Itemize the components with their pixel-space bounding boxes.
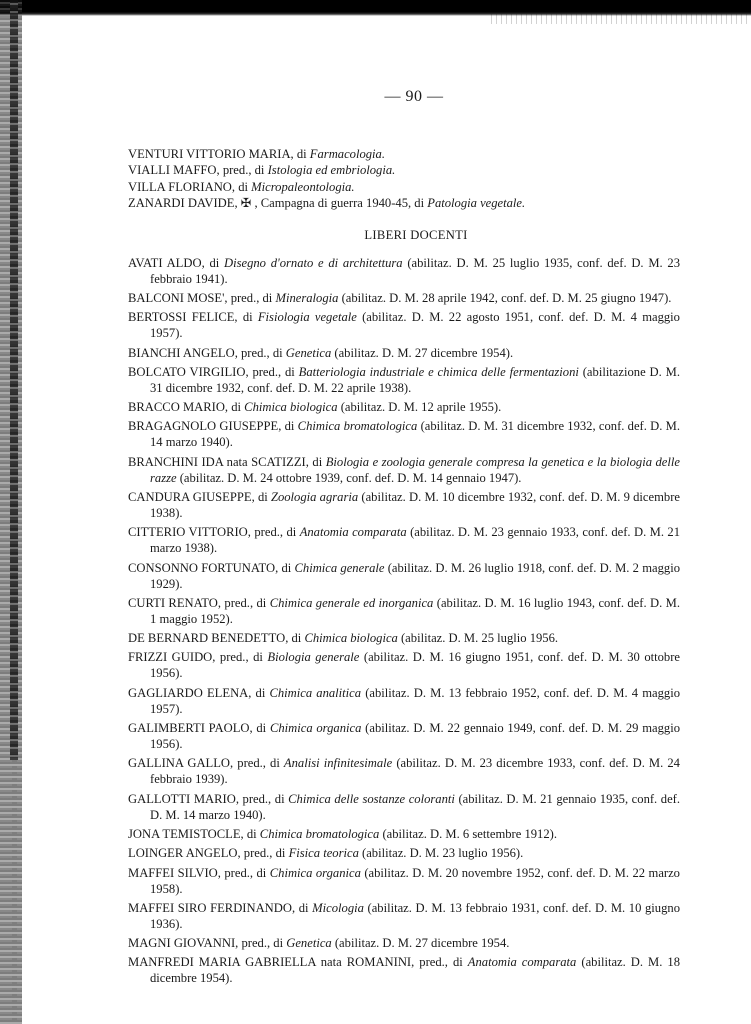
list-entry (128, 685, 680, 717)
entry-text: , ✠ , Campagna di guerra 1940-45, di (234, 196, 428, 211)
ordinari-list (128, 146, 680, 212)
entry-details: (abilitaz. D. M. 12 aprile 1955). (337, 400, 502, 415)
scan-noise (491, 14, 751, 24)
entry-text: , pred., di (235, 791, 289, 806)
scan-binding-edge (10, 0, 18, 760)
entry-name: CONSONNO FORTUNATO (128, 560, 276, 575)
list-entry (128, 755, 680, 787)
list-entry (128, 364, 680, 396)
entry-details: (abilitaz. D. M. 6 settembre 1912). (379, 826, 557, 841)
entry-text: , di (275, 560, 295, 575)
list-entry (128, 649, 680, 681)
entry-subject: Chimica biologica (304, 631, 398, 646)
entry-name: BIANCHI ANGELO (128, 345, 235, 360)
list-entry (128, 935, 680, 951)
list-entry (128, 791, 680, 823)
list-entry (128, 720, 680, 752)
entry-subject: Batteriologia industriale e chimica delle fermentazioni (298, 364, 579, 379)
entry-details: (abilitaz. D. M. 16 luglio 1943, conf. def. D. M. 1 maggio 1952). (150, 595, 681, 626)
entry-name: BOLCATO VIRGILIO (128, 364, 246, 379)
list-entry (128, 845, 680, 861)
entry-name: MAGNI GIOVANNI (128, 936, 236, 951)
entry-text: , di (231, 179, 252, 194)
entry-details: (abilitaz. D. M. 13 febbraio 1931, conf. def. D. M. 10 giugno 1936). (150, 900, 680, 931)
entry-subject: Chimica biologica (244, 400, 338, 415)
entry-details: (abilitaz. D. M. 25 luglio 1935, conf. def. D. M. 23 febbraio 1941). (150, 255, 681, 286)
entry-text: , di (248, 685, 270, 700)
entry-name: DE BERNARD BENEDETTO (128, 631, 286, 646)
entry-subject: Mineralogia (275, 290, 339, 305)
entry-details: (abilitaz. D. M. 26 luglio 1918, conf. def. D. M. 2 maggio 1929). (150, 560, 680, 591)
entry-name: CURTI RENATO (128, 595, 218, 610)
entry-name: BRAGAGNOLO GIUSEPPE (128, 419, 279, 434)
entry-details: (abilitaz. D. M. 25 luglio 1956. (397, 631, 559, 646)
entry-subject: Istologia ed embriologia. (267, 163, 396, 178)
entry-subject: Chimica organica (269, 721, 362, 736)
list-entry (128, 826, 680, 842)
entry-text: , pred., di (234, 345, 286, 360)
entry-subject: Chimica delle sostanze coloranti (288, 791, 455, 806)
entry-details: (abilitaz. D. M. 20 novembre 1952, conf. def. D. M. 22 marzo 1958). (150, 865, 680, 896)
entry-text: , di (251, 490, 271, 504)
entry-name: MAFFEI SIRO FERDINANDO (128, 900, 292, 915)
entry-text: , di (201, 255, 224, 270)
entry-details: (abilitaz. D. M. 28 aprile 1942, conf. def. D. M. 25 giugno 1947). (338, 290, 672, 305)
entry-details: (abilitaz. D. M. 23 gennaio 1933, conf. def. D. M. 21 marzo 1938). (150, 525, 680, 556)
entry-subject: Zoologia agraria (270, 490, 359, 504)
entry-text: , pred., di (247, 525, 300, 540)
list-entry (128, 179, 680, 195)
entry-details: (abilitaz. D. M. 27 dicembre 1954). (331, 345, 514, 360)
entry-name: VENTURI VITTORIO MARIA (128, 147, 291, 161)
entry-subject: Chimica generale (294, 560, 385, 575)
list-entry (128, 309, 680, 341)
list-entry (128, 865, 680, 897)
entry-text: , pred., di (245, 364, 299, 379)
section-title: LIBERI DOCENTI (364, 227, 468, 242)
entry-details: (abilitaz. D. M. 23 dicembre 1933, conf. def. D. M. 24 febbraio 1939). (150, 756, 680, 787)
entry-text: , di (285, 631, 305, 646)
entry-subject: Fisica teorica (288, 846, 359, 861)
entry-text: , di (305, 454, 326, 469)
entry-name: VILLA FLORIANO (128, 179, 232, 194)
list-entry (128, 146, 680, 162)
scan-binding-fade (12, 760, 17, 1024)
entry-subject: Disegno d'ornato e di architettura (224, 255, 403, 270)
entry-subject: Chimica bromatologica (259, 826, 380, 841)
entry-text: , di (240, 826, 260, 841)
entry-subject: Chimica analitica (269, 685, 362, 700)
entry-text: , di (249, 721, 270, 736)
page-number: — 90 — (384, 88, 444, 105)
entry-text: , pred., di (237, 846, 289, 861)
entry-details: (abilitaz. D. M. 21 gennaio 1935, conf. def. D. M. 14 marzo 1940). (150, 791, 681, 822)
list-entry (128, 489, 680, 521)
entry-subject: Micologia (312, 900, 364, 915)
entry-text: , pred., di (411, 955, 468, 970)
list-entry (128, 900, 680, 932)
list-entry (128, 595, 680, 627)
list-entry (128, 290, 680, 306)
entry-subject: Anatomia comparata (299, 525, 407, 540)
entry-details: (abilitaz. D. M. 22 agosto 1951, conf. def. D. M. 4 maggio 1957). (150, 310, 680, 341)
liberi-docenti-list (128, 255, 680, 987)
entry-name: GALIMBERTI PAOLO (128, 721, 250, 736)
entry-text: , pred., di (212, 650, 268, 665)
entry-subject: Chimica generale ed inorganica (269, 595, 434, 610)
entry-details: (abilitaz. D. M. 31 dicembre 1932, conf. def. D. M. 14 marzo 1940). (150, 419, 680, 450)
entry-name: MANFREDI MARIA GABRIELLA nata ROMANINI (128, 955, 412, 970)
entry-name: ZANARDI DAVIDE (128, 196, 235, 211)
entry-subject: Chimica organica (269, 865, 361, 880)
list-entry (128, 630, 680, 646)
entry-name: CITTERIO VITTORIO (128, 525, 248, 540)
entry-subject: Analisi infinitesimale (283, 756, 393, 771)
entry-name: LOINGER ANGELO (128, 846, 238, 861)
entry-name: GAGLIARDO ELENA (128, 685, 249, 700)
entry-subject: Chimica bromatologica (297, 419, 418, 434)
entry-subject: Genetica (286, 936, 332, 951)
entry-subject: Fisiologia vegetale (257, 310, 357, 325)
entry-text: , di (224, 400, 245, 415)
entry-name: BRANCHINI IDA nata SCATIZZI (128, 454, 306, 469)
list-entry (128, 524, 680, 556)
list-entry (128, 418, 680, 450)
list-entry (128, 954, 680, 986)
entry-text: , pred., di (216, 163, 268, 178)
entry-subject: Biologia e zoologia generale compresa la genetica e la biologia delle razze (150, 454, 680, 485)
entry-subject: Biologia generale (267, 650, 360, 665)
entry-text: , pred., di (235, 936, 287, 951)
list-entry (128, 560, 680, 592)
entry-name: VIALLI MAFFO (128, 163, 217, 178)
entry-subject: Farmacologia. (309, 147, 386, 161)
entry-details: (abilitaz. D. M. 13 febbraio 1952, conf. def. D. M. 4 maggio 1957). (150, 685, 680, 716)
entry-text: , pred., di (230, 756, 284, 771)
entry-details: (abilitaz. D. M. 27 dicembre 1954. (331, 936, 510, 951)
entry-details: (abilitaz. D. M. 23 luglio 1956). (358, 846, 524, 861)
entry-details: (abilitaz. D. M. 10 dicembre 1932, conf. def. D. M. 9 dicembre 1938). (150, 490, 680, 520)
entry-name: CANDURA GIUSEPPE (128, 490, 252, 504)
entry-text: , di (291, 900, 313, 915)
entry-subject: Micropaleontologia. (251, 179, 355, 194)
entry-text: , di (278, 419, 298, 434)
entry-subject: Patologia vegetale. (427, 196, 526, 211)
entry-subject: Anatomia comparata (467, 955, 577, 970)
entry-subject: Genetica (285, 345, 332, 360)
entry-name: FRIZZI GUIDO (128, 650, 213, 665)
entry-text: , pred., di (217, 865, 270, 880)
entry-details: (abilitaz. D. M. 18 dicembre 1954). (150, 955, 680, 986)
list-entry (128, 454, 680, 486)
entry-name: BALCONI MOSE' (128, 290, 225, 305)
entry-details: (abilitaz. D. M. 22 gennaio 1949, conf. def. D. M. 29 maggio 1956). (150, 721, 680, 752)
list-entry (128, 399, 680, 415)
entry-details: (abilitazione D. M. 31 dicembre 1932, conf. def. D. M. 22 aprile 1938). (150, 364, 680, 395)
entry-name: MAFFEI SILVIO (128, 865, 218, 880)
list-entry (128, 345, 680, 361)
entry-name: BRACCO MARIO (128, 400, 225, 415)
entry-text: , pred., di (217, 595, 270, 610)
entry-name: BERTOSSI FELICE (128, 310, 235, 325)
entry-name: GALLOTTI MARIO (128, 791, 236, 806)
entry-text: , di (290, 147, 310, 161)
list-entry (128, 255, 680, 287)
entry-name: JONA TEMISTOCLE (128, 826, 241, 841)
document-page (128, 88, 680, 990)
entry-name: AVATI ALDO (128, 255, 202, 270)
entry-name: GALLINA GALLO (128, 756, 231, 771)
list-entry (128, 162, 680, 178)
list-entry (128, 195, 680, 211)
entry-details: (abilitaz. D. M. 24 ottobre 1939, conf. def. D. M. 14 gennaio 1947). (176, 470, 522, 485)
entry-details: (abilitaz. D. M. 16 giugno 1951, conf. def. D. M. 30 ottobre 1956). (150, 650, 680, 681)
entry-text: , pred., di (224, 290, 276, 305)
entry-text: , di (234, 310, 258, 325)
